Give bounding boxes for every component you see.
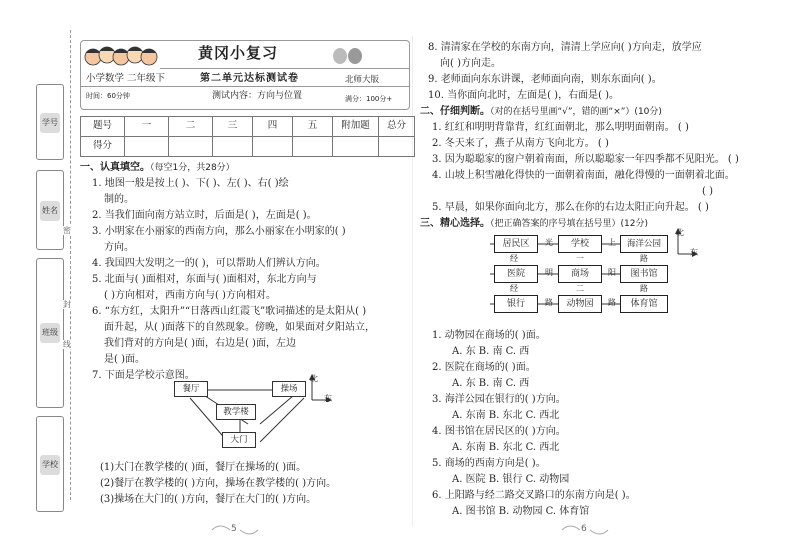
- hospital-box: 医院: [494, 265, 538, 283]
- question-line: 8. 清清家在学校的东南方向，清清上学应向( )方向走，放学应: [428, 42, 702, 53]
- east-label: 东: [324, 394, 332, 403]
- mall-box: 商场: [558, 265, 602, 283]
- question-line: 1. 红红和明明背靠背，红红面朝北，那么明明面朝南。 ( ): [432, 122, 689, 133]
- score-cell[interactable]: [169, 137, 213, 157]
- road-label: 路: [640, 254, 648, 263]
- full-score-label: 满分：100分+: [345, 95, 393, 103]
- student-id-box[interactable]: [36, 84, 64, 160]
- score-table-header: 五: [293, 117, 333, 137]
- header-rule: [160, 68, 410, 69]
- question-line: 是( )面。: [104, 354, 145, 365]
- question-line: 1. 动物园在商场的( )面。: [432, 330, 546, 341]
- class-label: 班级: [40, 323, 60, 343]
- binding-margin: [0, 0, 78, 550]
- time-label: 时间：60分钟: [86, 92, 130, 100]
- score-row-label: 得分: [81, 137, 125, 157]
- question-line: 5. 商场的西南方向是( )。: [432, 458, 546, 469]
- road-label: 二: [576, 284, 584, 293]
- score-table-score-row: [81, 137, 415, 157]
- options-line: A. 东南 B. 东北 C. 西北: [452, 410, 560, 421]
- score-cell[interactable]: [293, 137, 333, 157]
- score-cell[interactable]: [253, 137, 293, 157]
- options-line: A. 医院 B. 银行 C. 动物园: [452, 474, 570, 485]
- question-line: 6. “东方红，太阳升”“日落西山红霞飞”歌词描述的是太阳从( ): [92, 306, 367, 317]
- question-line: ( ): [702, 186, 713, 197]
- seal-char-mi: 密: [63, 226, 71, 235]
- kids-logo-icon: [83, 43, 163, 73]
- balloon-icon: [331, 47, 367, 69]
- question-line: (2)餐厅在教学楼的( )方向，操场在教学楼的( )方向。: [100, 478, 337, 489]
- question-line: 5. 早晨，如果你面向北方，那么在你的右边太阳正向升起。 ( ): [432, 202, 709, 213]
- name-box[interactable]: [36, 170, 64, 250]
- question-line: ( )方向相对，西南方向与( )方向相对。: [104, 290, 276, 301]
- road-label: 路: [608, 298, 616, 307]
- score-table-header-row: [81, 117, 415, 137]
- seal-char-xian: 线: [63, 340, 71, 349]
- library-box: 图书馆: [620, 265, 668, 283]
- question-line: 9. 老师面向东东讲课，老师面向南，则东东面向( )。: [428, 74, 662, 85]
- road-label: 经: [510, 284, 518, 293]
- school-box: 学校: [558, 235, 602, 253]
- page-number-left: 5: [231, 524, 237, 534]
- options-line: A. 东 B. 南 C. 西: [452, 346, 530, 357]
- question-line: 4. 山坡上积雪融化得快的一面朝着南面，融化得慢的一面朝着北面。: [432, 170, 735, 181]
- section-fill-title: 一、认真填空。（每空1分，共28分）: [80, 162, 235, 173]
- brand-title: 黄冈小复习: [198, 44, 279, 62]
- question-line: 向( )方向走。: [440, 58, 501, 69]
- question-line: 4. 图书馆在居民区的( )方向。: [432, 426, 566, 437]
- score-table-header: 四: [253, 117, 293, 137]
- gate-box: 大门: [222, 432, 256, 448]
- road-label: 一: [576, 254, 584, 263]
- question-line: 4. 我国四大发明之一的( )，可以帮助人们辨认方向。: [92, 258, 326, 269]
- east-label: 东: [690, 248, 698, 257]
- section-judge-title: 二、仔细判断。（对的在括号里画“√”，错的画“×”）(10分): [420, 106, 662, 117]
- school-box[interactable]: [36, 416, 64, 512]
- grade-label: 小学数学 二年级下: [86, 73, 166, 84]
- question-line: 6. 上阳路与经二路交叉路口的东南方向是( )。: [432, 490, 636, 501]
- question-line: 10. 当你面向北时，左面是( )，右面是( )。: [428, 90, 620, 101]
- question-line: 方向。: [104, 242, 134, 253]
- page-number-right: 6: [581, 524, 587, 534]
- score-table: [80, 116, 415, 157]
- question-line: 我们背对的方向是( )面，右边是( )面，左边: [104, 338, 296, 349]
- score-cell[interactable]: [379, 137, 415, 157]
- residential-box: 居民区: [494, 235, 538, 253]
- zoo-box: 动物园: [558, 295, 602, 313]
- road-label: 阳: [608, 268, 616, 277]
- question-line: 3. 海洋公园在银行的( )方向。: [432, 394, 566, 405]
- playground-box: 操场: [272, 381, 306, 397]
- seal-char-feng: 封: [63, 300, 71, 309]
- teaching-building-box: 教学楼: [216, 404, 256, 420]
- question-line: 1. 地图一般是按上( )、下( )、左( )、右( )绘: [92, 178, 289, 189]
- score-table-header: 附加题: [333, 117, 379, 137]
- score-cell[interactable]: [213, 137, 253, 157]
- road-label: 路: [640, 284, 648, 293]
- options-line: A. 东 B. 南 C. 西: [452, 378, 530, 389]
- north-label: 北: [310, 374, 318, 383]
- score-table-header: 三: [213, 117, 253, 137]
- score-cell[interactable]: [333, 137, 379, 157]
- question-line: 7. 下面是学校示意图。: [92, 370, 195, 381]
- publisher-label: 北师大版: [345, 75, 380, 85]
- question-line: 面升起，从( )面落下的自然现象。傍晚，如果面对夕阳站立，: [104, 322, 375, 333]
- stadium-box: 体育馆: [620, 295, 668, 313]
- header-rule: [80, 86, 410, 87]
- question-line: 2. 当我们面向南方站立时，后面是( )，左面是( )。: [92, 210, 317, 221]
- bank-box: 银行: [494, 295, 538, 313]
- student-id-label: 学号: [40, 113, 60, 133]
- question-line: 3. 因为聪聪家的窗户朝着南面，所以聪聪家一年四季都不见阳光。 ( ): [432, 154, 739, 165]
- score-table-header: 总分: [379, 117, 415, 137]
- question-line: 2. 医院在商场的( )面。: [432, 362, 536, 373]
- canteen-box: 餐厅: [174, 381, 208, 397]
- page-divider: [412, 36, 413, 526]
- name-label: 姓名: [40, 201, 60, 221]
- test-content: 测试内容：方向与位置: [212, 91, 303, 101]
- score-cell[interactable]: [125, 137, 169, 157]
- seal-line: [70, 30, 71, 500]
- question-line: 3. 小明家在小丽家的西南方向，那么小丽家在小明家的( ): [92, 226, 346, 237]
- class-box[interactable]: [36, 258, 64, 408]
- ocean-park-box: 海洋公园: [620, 235, 668, 253]
- road-label: 上: [608, 238, 616, 247]
- road-label: 经: [510, 254, 518, 263]
- road-label: 路: [545, 298, 553, 307]
- question-line: (1)大门在教学楼的( )面，餐厅在操场的( )面。: [100, 462, 307, 473]
- school-label: 学校: [40, 455, 60, 475]
- score-table-header: 二: [169, 117, 213, 137]
- score-table-header: 一: [125, 117, 169, 137]
- unit-title: 第二单元达标测试卷: [200, 73, 299, 84]
- question-line: 制的。: [104, 194, 134, 205]
- options-line: A. 东南 B. 东北 C. 西北: [452, 442, 560, 453]
- question-line: 5. 北面与( )面相对，东面与( )面相对，东北方向与: [92, 274, 317, 285]
- north-label: 北: [676, 228, 684, 237]
- section-choice-title: 三、精心选择。（把正确答案的序号填在括号里）(12分): [420, 218, 648, 229]
- options-line: A. 图书馆 B. 动物园 C. 体育馆: [452, 506, 590, 517]
- question-line: 2. 冬天来了，燕子从南方飞向北方。 ( ): [432, 138, 609, 149]
- score-table-header: 题号: [81, 117, 125, 137]
- road-label: 光: [545, 238, 553, 247]
- road-label: 明: [545, 268, 553, 277]
- question-line: (3)操场在大门的( )方向，餐厅在大门的( )方向。: [100, 494, 317, 505]
